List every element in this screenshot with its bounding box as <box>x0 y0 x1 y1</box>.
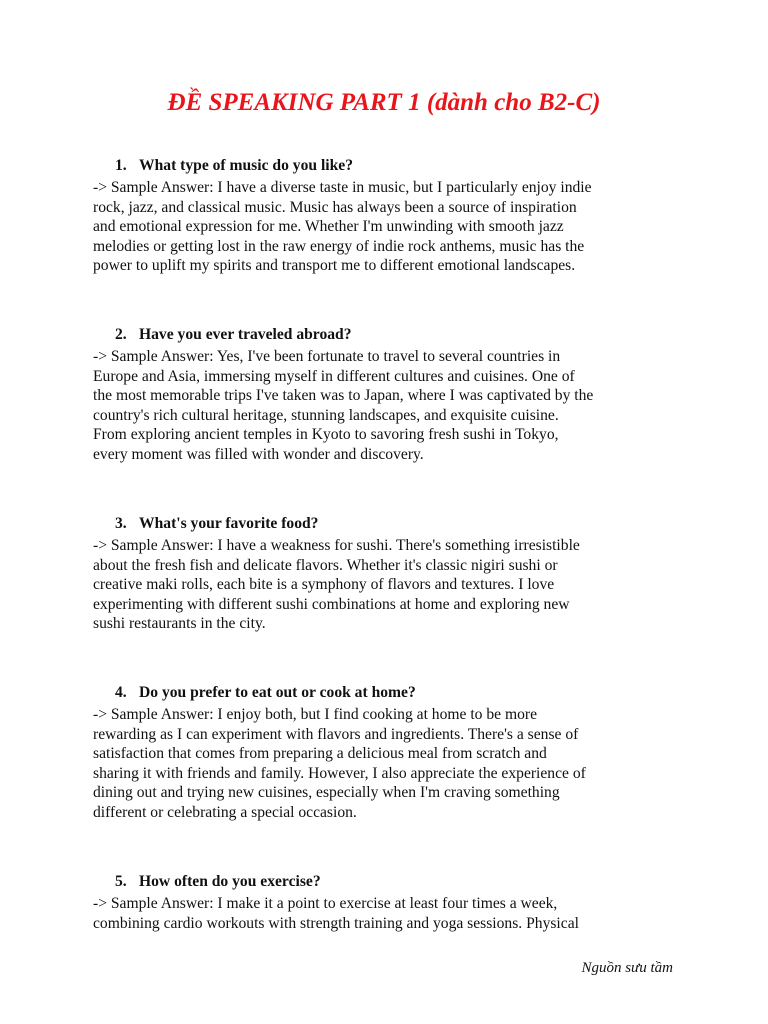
qa-item-4 <box>93 683 683 823</box>
question-1 <box>93 156 683 176</box>
source-note: Nguồn sưu tầm <box>581 960 673 976</box>
answer-5: -> Sample Answer: I make it a point to exercise at least four times a week, combining cardio workouts with strength training and yoga sessions. Physical <box>93 895 579 932</box>
question-3 <box>93 514 683 534</box>
question-text: Do you prefer to eat out or cook at home? <box>139 684 416 701</box>
qa-item-5 <box>93 872 683 933</box>
question-number: 1. <box>115 157 127 174</box>
question-text: What type of music do you like? <box>139 157 353 174</box>
question-text: What's your favorite food? <box>139 515 319 532</box>
question-5 <box>93 872 683 892</box>
question-number: 3. <box>115 515 127 532</box>
qa-item-1 <box>93 156 683 276</box>
question-4 <box>93 683 683 703</box>
qa-item-3 <box>93 514 683 634</box>
question-2 <box>93 325 683 345</box>
answer-2: -> Sample Answer: Yes, I've been fortunate to travel to several countries in Europe and Asia, immersing myself in different cultures and cuisines. One of the most memorable trips I've taken was to Japan, where I was captivated by the country's rich cultural heritage, stunning landscapes, and exquisite cuisine. From exploring ancient temples in Kyoto to savoring fresh sushi in Tokyo, every moment was filled with wonder and discovery. <box>93 348 594 463</box>
answer-4: -> Sample Answer: I enjoy both, but I find cooking at home to be more rewarding as I can experiment with flavors and ingredients. There's a sense of satisfaction that comes from preparing a delicious meal from scratch and sharing it with friends and family. However, I also appreciate the experience of dining out and trying new cuisines, especially when I'm craving something different or celebrating a special occasion. <box>93 706 586 821</box>
question-number: 2. <box>115 326 127 343</box>
answer-3: -> Sample Answer: I have a weakness for sushi. There's something irresistible about the fresh fish and delicate flavors. Whether it's classic nigiri sushi or creative maki rolls, each bite is a symphony of flavors and textures. I love experimenting with different sushi combinations at home and exploring new sushi restaurants in the city. <box>93 537 580 633</box>
question-text: How often do you exercise? <box>139 873 321 890</box>
answer-1: -> Sample Answer: I have a diverse taste in music, but I particularly enjoy indie rock, jazz, and classical music. Music has always been a source of inspiration and emotional expression for me. Whether I'm unwinding with smooth jazz melodies or getting lost in the raw energy of indie rock anthems, music has the power to uplift my spirits and transport me to different emotional landscapes. <box>93 179 592 275</box>
question-text: Have you ever traveled abroad? <box>139 326 352 343</box>
page-title: ĐỀ SPEAKING PART 1 (dành cho B2-C) <box>167 89 601 116</box>
question-number: 5. <box>115 873 127 890</box>
question-number: 4. <box>115 684 127 701</box>
qa-item-2 <box>93 325 683 465</box>
